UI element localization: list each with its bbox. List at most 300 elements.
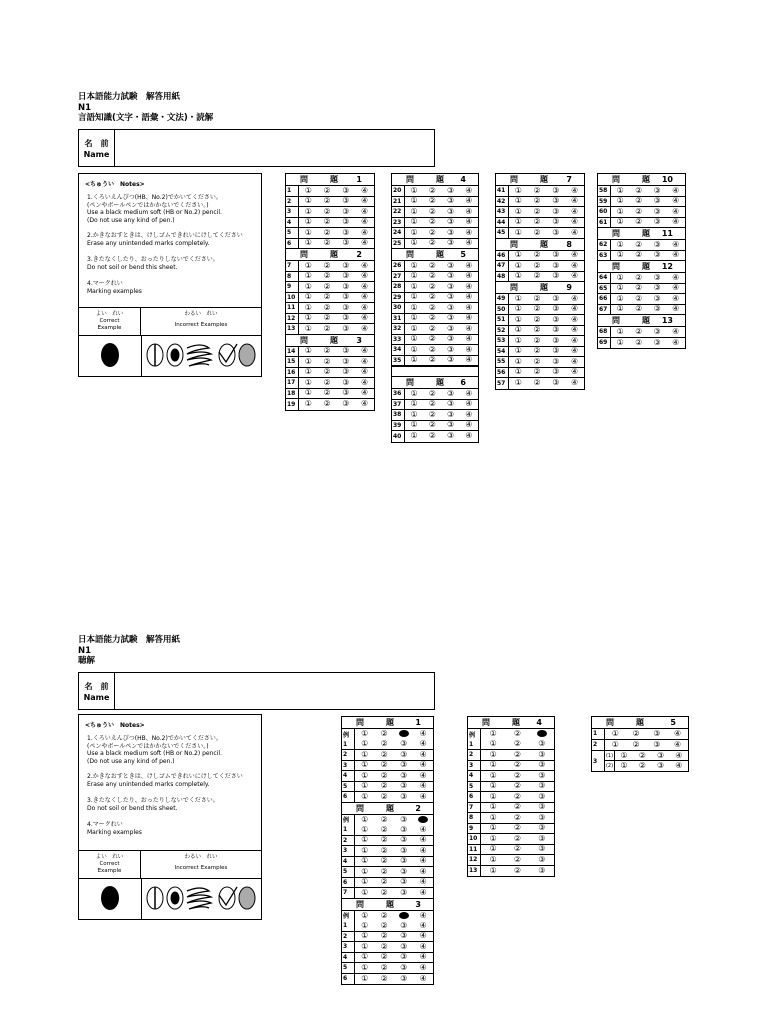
option-bubble-3[interactable]: ③ [447, 355, 455, 365]
option-bubble-2[interactable]: ② [323, 206, 331, 216]
option-bubble-1[interactable]: ① [514, 314, 522, 324]
option-bubble-4[interactable]: ④ [465, 292, 473, 302]
option-bubble-2[interactable]: ② [428, 238, 436, 248]
option-bubble-1[interactable]: ① [361, 952, 369, 962]
option-bubble-2[interactable]: ② [533, 367, 541, 377]
option-bubble-4[interactable]: ④ [419, 973, 427, 983]
option-bubble-1[interactable]: ① [489, 812, 497, 822]
option-bubble-3[interactable]: ③ [342, 271, 350, 281]
option-bubble-1[interactable]: ① [361, 835, 369, 845]
option-bubble-3[interactable]: ③ [400, 973, 408, 983]
option-bubble-2[interactable]: ② [533, 325, 541, 335]
option-bubble-4[interactable]: ④ [361, 356, 369, 366]
option-bubble-4[interactable]: ④ [465, 238, 473, 248]
option-bubble-2[interactable]: ② [632, 728, 640, 738]
option-bubble-1[interactable]: ① [361, 877, 369, 887]
option-bubble-4[interactable]: ④ [571, 378, 579, 388]
option-bubble-3[interactable]: ③ [447, 196, 455, 206]
option-bubble-4[interactable]: ④ [419, 835, 427, 845]
option-bubble-2[interactable]: ② [428, 355, 436, 365]
option-bubble-4[interactable]: ④ [361, 313, 369, 323]
filled-bubble[interactable] [418, 815, 428, 825]
option-bubble-4[interactable]: ④ [419, 856, 427, 866]
option-bubble-3[interactable]: ③ [342, 227, 350, 237]
option-bubble-4[interactable]: ④ [361, 271, 369, 281]
option-bubble-4[interactable]: ④ [672, 196, 680, 206]
option-bubble-2[interactable]: ② [513, 865, 522, 875]
option-bubble-4[interactable]: ④ [361, 292, 369, 302]
option-bubble-1[interactable]: ① [616, 217, 624, 227]
option-bubble-3[interactable]: ③ [653, 196, 661, 206]
option-bubble-2[interactable]: ② [428, 409, 436, 419]
option-bubble-4[interactable]: ④ [361, 260, 369, 270]
option-bubble-3[interactable]: ③ [447, 323, 455, 333]
option-bubble-1[interactable]: ① [361, 770, 369, 780]
option-bubble-4[interactable]: ④ [465, 420, 473, 430]
option-bubble-2[interactable]: ② [380, 941, 388, 951]
option-bubble-4[interactable]: ④ [361, 196, 369, 206]
option-bubble-1[interactable]: ① [304, 185, 312, 195]
option-bubble-4[interactable]: ④ [419, 877, 427, 887]
option-bubble-3[interactable]: ③ [400, 749, 408, 759]
option-bubble-4[interactable]: ④ [361, 377, 369, 387]
option-bubble-1[interactable]: ① [616, 250, 624, 260]
option-bubble-1[interactable]: ① [304, 356, 312, 366]
option-bubble-4[interactable]: ④ [571, 185, 579, 195]
option-bubble-4[interactable]: ④ [361, 281, 369, 291]
option-bubble-3[interactable]: ③ [538, 802, 546, 812]
option-bubble-3[interactable]: ③ [552, 260, 560, 270]
option-bubble-2[interactable]: ② [428, 292, 436, 302]
option-bubble-2[interactable]: ② [323, 323, 331, 333]
option-bubble-2[interactable]: ② [533, 304, 541, 314]
option-bubble-3[interactable]: ③ [447, 344, 455, 354]
option-bubble-1[interactable]: ① [361, 962, 369, 972]
option-bubble-1[interactable]: ① [514, 293, 522, 303]
option-bubble-1[interactable]: ① [616, 206, 624, 216]
option-bubble-2[interactable]: ② [380, 814, 388, 824]
option-bubble-4[interactable]: ④ [419, 866, 427, 876]
option-bubble-3[interactable]: ③ [447, 292, 455, 302]
option-bubble-2[interactable]: ② [513, 770, 522, 780]
option-bubble-2[interactable]: ② [428, 302, 436, 312]
option-bubble-2[interactable]: ② [638, 750, 646, 760]
option-bubble-4[interactable]: ④ [571, 196, 579, 206]
option-bubble-4[interactable]: ④ [672, 239, 680, 249]
option-bubble-4[interactable]: ④ [465, 313, 473, 323]
option-bubble-1[interactable]: ① [361, 781, 369, 791]
option-bubble-1[interactable]: ① [410, 313, 418, 323]
option-bubble-3[interactable]: ③ [653, 239, 661, 249]
option-bubble-4[interactable]: ④ [419, 962, 427, 972]
option-bubble-1[interactable]: ① [620, 750, 628, 760]
option-bubble-1[interactable]: ① [489, 760, 497, 770]
option-bubble-1[interactable]: ① [514, 335, 522, 345]
option-bubble-2[interactable]: ② [323, 356, 331, 366]
option-bubble-4[interactable]: ④ [361, 346, 369, 356]
option-bubble-2[interactable]: ② [428, 388, 436, 398]
option-bubble-4[interactable]: ④ [571, 293, 579, 303]
option-bubble-2[interactable]: ② [533, 217, 541, 227]
option-bubble-2[interactable]: ② [428, 260, 436, 270]
option-bubble-2[interactable]: ② [533, 260, 541, 270]
option-bubble-4[interactable]: ④ [465, 196, 473, 206]
option-bubble-4[interactable]: ④ [465, 355, 473, 365]
option-bubble-2[interactable]: ② [323, 217, 331, 227]
option-bubble-4[interactable]: ④ [571, 260, 579, 270]
option-bubble-1[interactable]: ① [361, 887, 369, 897]
option-bubble-2[interactable]: ② [323, 271, 331, 281]
option-bubble-1[interactable]: ① [304, 292, 312, 302]
option-bubble-4[interactable]: ④ [361, 217, 369, 227]
option-bubble-1[interactable]: ① [410, 292, 418, 302]
option-bubble-1[interactable]: ① [410, 334, 418, 344]
option-bubble-4[interactable]: ④ [419, 791, 427, 801]
option-bubble-3[interactable]: ③ [552, 227, 560, 237]
option-bubble-1[interactable]: ① [304, 346, 312, 356]
option-bubble-2[interactable]: ② [380, 739, 388, 749]
option-bubble-3[interactable]: ③ [447, 260, 455, 270]
option-bubble-3[interactable]: ③ [538, 749, 546, 759]
option-bubble-1[interactable]: ① [410, 206, 418, 216]
option-bubble-1[interactable]: ① [304, 367, 312, 377]
option-bubble-3[interactable]: ③ [447, 399, 455, 409]
option-bubble-3[interactable]: ③ [447, 238, 455, 248]
option-bubble-3[interactable]: ③ [447, 313, 455, 323]
option-bubble-2[interactable]: ② [380, 824, 388, 834]
option-bubble-3[interactable]: ③ [342, 356, 350, 366]
option-bubble-4[interactable]: ④ [361, 388, 369, 398]
option-bubble-4[interactable]: ④ [419, 887, 427, 897]
option-bubble-4[interactable]: ④ [672, 217, 680, 227]
option-bubble-1[interactable]: ① [410, 323, 418, 333]
option-bubble-1[interactable]: ① [514, 367, 522, 377]
option-bubble-2[interactable]: ② [513, 760, 522, 770]
option-bubble-1[interactable]: ① [361, 973, 369, 983]
option-bubble-3[interactable]: ③ [342, 367, 350, 377]
option-bubble-3[interactable]: ③ [342, 217, 350, 227]
option-bubble-4[interactable]: ④ [672, 304, 680, 314]
option-bubble-2[interactable]: ② [428, 431, 436, 441]
option-bubble-1[interactable]: ① [361, 866, 369, 876]
option-bubble-2[interactable]: ② [632, 739, 640, 749]
option-bubble-3[interactable]: ③ [400, 877, 408, 887]
option-bubble-1[interactable]: ① [410, 271, 418, 281]
option-bubble-1[interactable]: ① [410, 399, 418, 409]
option-bubble-2[interactable]: ② [533, 271, 541, 281]
option-bubble-3[interactable]: ③ [538, 781, 546, 791]
option-bubble-3[interactable]: ③ [653, 185, 661, 195]
option-bubble-1[interactable]: ① [410, 344, 418, 354]
option-bubble-3[interactable]: ③ [447, 388, 455, 398]
option-bubble-3[interactable]: ③ [447, 420, 455, 430]
option-bubble-2[interactable]: ② [380, 973, 388, 983]
option-bubble-4[interactable]: ④ [465, 302, 473, 312]
option-bubble-1[interactable]: ① [361, 791, 369, 801]
option-bubble-1[interactable]: ① [514, 346, 522, 356]
option-bubble-1[interactable]: ① [361, 910, 369, 920]
option-bubble-3[interactable]: ③ [552, 250, 560, 260]
option-bubble-2[interactable]: ② [323, 367, 331, 377]
option-bubble-1[interactable]: ① [361, 824, 369, 834]
option-bubble-3[interactable]: ③ [538, 833, 546, 843]
option-bubble-1[interactable]: ① [616, 239, 624, 249]
option-bubble-1[interactable]: ① [611, 739, 619, 749]
option-bubble-1[interactable]: ① [410, 409, 418, 419]
option-bubble-2[interactable]: ② [428, 334, 436, 344]
option-bubble-1[interactable]: ① [616, 326, 624, 336]
option-bubble-4[interactable]: ④ [465, 344, 473, 354]
option-bubble-1[interactable]: ① [304, 281, 312, 291]
option-bubble-3[interactable]: ③ [447, 409, 455, 419]
option-bubble-2[interactable]: ② [533, 206, 541, 216]
option-bubble-2[interactable]: ② [380, 791, 388, 801]
option-bubble-4[interactable]: ④ [672, 283, 680, 293]
option-bubble-4[interactable]: ④ [571, 206, 579, 216]
option-bubble-1[interactable]: ① [304, 260, 312, 270]
option-bubble-4[interactable]: ④ [465, 388, 473, 398]
filled-bubble[interactable] [399, 729, 409, 739]
option-bubble-1[interactable]: ① [304, 377, 312, 387]
option-bubble-2[interactable]: ② [533, 250, 541, 260]
option-bubble-2[interactable]: ② [323, 281, 331, 291]
option-bubble-2[interactable]: ② [323, 227, 331, 237]
option-bubble-4[interactable]: ④ [361, 399, 369, 409]
option-bubble-4[interactable]: ④ [674, 728, 682, 738]
option-bubble-2[interactable]: ② [513, 729, 522, 739]
option-bubble-3[interactable]: ③ [653, 250, 661, 260]
option-bubble-4[interactable]: ④ [465, 334, 473, 344]
option-bubble-1[interactable]: ① [489, 739, 497, 749]
option-bubble-3[interactable]: ③ [552, 217, 560, 227]
option-bubble-3[interactable]: ③ [400, 845, 408, 855]
option-bubble-2[interactable]: ② [323, 346, 331, 356]
option-bubble-1[interactable]: ① [361, 931, 369, 941]
option-bubble-4[interactable]: ④ [419, 845, 427, 855]
option-bubble-4[interactable]: ④ [419, 941, 427, 951]
option-bubble-4[interactable]: ④ [672, 326, 680, 336]
option-bubble-4[interactable]: ④ [465, 260, 473, 270]
option-bubble-1[interactable]: ① [361, 739, 369, 749]
option-bubble-2[interactable]: ② [513, 739, 522, 749]
option-bubble-4[interactable]: ④ [419, 760, 427, 770]
option-bubble-2[interactable]: ② [428, 281, 436, 291]
option-bubble-3[interactable]: ③ [447, 271, 455, 281]
option-bubble-1[interactable]: ① [514, 304, 522, 314]
option-bubble-1[interactable]: ① [514, 227, 522, 237]
option-bubble-4[interactable]: ④ [361, 185, 369, 195]
option-bubble-2[interactable]: ② [513, 833, 522, 843]
option-bubble-1[interactable]: ① [514, 260, 522, 270]
option-bubble-2[interactable]: ② [380, 952, 388, 962]
option-bubble-1[interactable]: ① [410, 185, 418, 195]
option-bubble-3[interactable]: ③ [400, 941, 408, 951]
option-bubble-1[interactable]: ① [304, 238, 312, 248]
option-bubble-2[interactable]: ② [513, 812, 522, 822]
option-bubble-2[interactable]: ② [428, 399, 436, 409]
option-bubble-2[interactable]: ② [323, 377, 331, 387]
option-bubble-1[interactable]: ① [361, 760, 369, 770]
option-bubble-2[interactable]: ② [533, 185, 541, 195]
option-bubble-1[interactable]: ① [514, 378, 522, 388]
option-bubble-4[interactable]: ④ [571, 217, 579, 227]
option-bubble-2[interactable]: ② [380, 760, 388, 770]
option-bubble-2[interactable]: ② [380, 749, 388, 759]
option-bubble-2[interactable]: ② [533, 196, 541, 206]
option-bubble-2[interactable]: ② [513, 781, 522, 791]
option-bubble-2[interactable]: ② [380, 729, 388, 739]
option-bubble-1[interactable]: ① [410, 238, 418, 248]
option-bubble-2[interactable]: ② [533, 314, 541, 324]
option-bubble-1[interactable]: ① [489, 749, 497, 759]
option-bubble-1[interactable]: ① [361, 749, 369, 759]
option-bubble-3[interactable]: ③ [400, 770, 408, 780]
option-bubble-3[interactable]: ③ [400, 760, 408, 770]
option-bubble-3[interactable]: ③ [447, 206, 455, 216]
option-bubble-1[interactable]: ① [489, 802, 497, 812]
option-bubble-2[interactable]: ② [635, 217, 643, 227]
option-bubble-4[interactable]: ④ [419, 910, 427, 920]
option-bubble-3[interactable]: ③ [552, 185, 560, 195]
option-bubble-2[interactable]: ② [533, 346, 541, 356]
option-bubble-3[interactable]: ③ [400, 931, 408, 941]
option-bubble-3[interactable]: ③ [342, 196, 350, 206]
option-bubble-1[interactable]: ① [304, 399, 312, 409]
option-bubble-1[interactable]: ① [361, 814, 369, 824]
option-bubble-3[interactable]: ③ [447, 281, 455, 291]
option-bubble-2[interactable]: ② [513, 823, 522, 833]
option-bubble-3[interactable]: ③ [552, 304, 560, 314]
option-bubble-4[interactable]: ④ [465, 431, 473, 441]
option-bubble-1[interactable]: ① [304, 302, 312, 312]
option-bubble-1[interactable]: ① [514, 250, 522, 260]
option-bubble-3[interactable]: ③ [538, 770, 546, 780]
option-bubble-2[interactable]: ② [428, 227, 436, 237]
option-bubble-3[interactable]: ③ [342, 302, 350, 312]
option-bubble-3[interactable]: ③ [342, 260, 350, 270]
option-bubble-1[interactable]: ① [514, 206, 522, 216]
option-bubble-2[interactable]: ② [323, 196, 331, 206]
option-bubble-3[interactable]: ③ [342, 313, 350, 323]
option-bubble-3[interactable]: ③ [400, 866, 408, 876]
option-bubble-1[interactable]: ① [611, 728, 619, 738]
option-bubble-2[interactable]: ② [635, 206, 643, 216]
option-bubble-4[interactable]: ④ [361, 238, 369, 248]
option-bubble-4[interactable]: ④ [465, 271, 473, 281]
option-bubble-1[interactable]: ① [616, 304, 624, 314]
option-bubble-3[interactable]: ③ [538, 760, 546, 770]
option-bubble-3[interactable]: ③ [538, 739, 546, 749]
option-bubble-3[interactable]: ③ [342, 399, 350, 409]
option-bubble-4[interactable]: ④ [571, 335, 579, 345]
option-bubble-1[interactable]: ① [361, 920, 369, 930]
option-bubble-1[interactable]: ① [489, 833, 497, 843]
option-bubble-1[interactable]: ① [616, 337, 624, 347]
option-bubble-1[interactable]: ① [304, 196, 312, 206]
option-bubble-3[interactable]: ③ [400, 835, 408, 845]
option-bubble-3[interactable]: ③ [653, 217, 661, 227]
option-bubble-3[interactable]: ③ [538, 865, 546, 875]
option-bubble-2[interactable]: ② [513, 854, 522, 864]
filled-bubble[interactable] [537, 729, 547, 739]
option-bubble-2[interactable]: ② [380, 845, 388, 855]
option-bubble-3[interactable]: ③ [342, 281, 350, 291]
option-bubble-4[interactable]: ④ [465, 281, 473, 291]
option-bubble-3[interactable]: ③ [447, 334, 455, 344]
option-bubble-3[interactable]: ③ [653, 728, 661, 738]
option-bubble-2[interactable]: ② [323, 302, 331, 312]
option-bubble-3[interactable]: ③ [552, 335, 560, 345]
option-bubble-2[interactable]: ② [635, 239, 643, 249]
option-bubble-3[interactable]: ③ [342, 377, 350, 387]
option-bubble-1[interactable]: ① [304, 271, 312, 281]
option-bubble-1[interactable]: ① [489, 729, 497, 739]
option-bubble-1[interactable]: ① [304, 227, 312, 237]
option-bubble-3[interactable]: ③ [657, 761, 665, 770]
option-bubble-3[interactable]: ③ [552, 356, 560, 366]
option-bubble-2[interactable]: ② [635, 272, 643, 282]
option-bubble-3[interactable]: ③ [552, 367, 560, 377]
option-bubble-1[interactable]: ① [514, 185, 522, 195]
option-bubble-1[interactable]: ① [616, 272, 624, 282]
option-bubble-4[interactable]: ④ [571, 325, 579, 335]
option-bubble-3[interactable]: ③ [400, 887, 408, 897]
option-bubble-4[interactable]: ④ [419, 770, 427, 780]
option-bubble-2[interactable]: ② [635, 293, 643, 303]
option-bubble-3[interactable]: ③ [342, 185, 350, 195]
option-bubble-2[interactable]: ② [635, 185, 643, 195]
option-bubble-1[interactable]: ① [410, 217, 418, 227]
option-bubble-4[interactable]: ④ [672, 250, 680, 260]
option-bubble-2[interactable]: ② [428, 323, 436, 333]
option-bubble-1[interactable]: ① [410, 227, 418, 237]
option-bubble-4[interactable]: ④ [465, 323, 473, 333]
option-bubble-2[interactable]: ② [635, 337, 643, 347]
option-bubble-3[interactable]: ③ [447, 431, 455, 441]
option-bubble-4[interactable]: ④ [361, 227, 369, 237]
option-bubble-4[interactable]: ④ [465, 409, 473, 419]
option-bubble-4[interactable]: ④ [361, 367, 369, 377]
option-bubble-3[interactable]: ③ [538, 854, 546, 864]
option-bubble-4[interactable]: ④ [672, 206, 680, 216]
option-bubble-4[interactable]: ④ [571, 367, 579, 377]
option-bubble-1[interactable]: ① [361, 845, 369, 855]
option-bubble-1[interactable]: ① [616, 185, 624, 195]
option-bubble-3[interactable]: ③ [653, 283, 661, 293]
option-bubble-2[interactable]: ② [380, 877, 388, 887]
option-bubble-4[interactable]: ④ [465, 206, 473, 216]
option-bubble-1[interactable]: ① [410, 196, 418, 206]
option-bubble-4[interactable]: ④ [419, 729, 427, 739]
option-bubble-3[interactable]: ③ [653, 739, 661, 749]
option-bubble-2[interactable]: ② [428, 196, 436, 206]
option-bubble-3[interactable]: ③ [342, 238, 350, 248]
option-bubble-2[interactable]: ② [323, 388, 331, 398]
option-bubble-4[interactable]: ④ [419, 824, 427, 834]
option-bubble-2[interactable]: ② [380, 835, 388, 845]
option-bubble-4[interactable]: ④ [571, 250, 579, 260]
option-bubble-1[interactable]: ① [489, 844, 497, 854]
option-bubble-3[interactable]: ③ [400, 962, 408, 972]
option-bubble-4[interactable]: ④ [465, 399, 473, 409]
option-bubble-3[interactable]: ③ [447, 302, 455, 312]
option-bubble-3[interactable]: ③ [552, 293, 560, 303]
option-bubble-1[interactable]: ① [304, 323, 312, 333]
option-bubble-3[interactable]: ③ [342, 346, 350, 356]
option-bubble-1[interactable]: ① [304, 313, 312, 323]
option-bubble-4[interactable]: ④ [419, 749, 427, 759]
option-bubble-2[interactable]: ② [428, 313, 436, 323]
